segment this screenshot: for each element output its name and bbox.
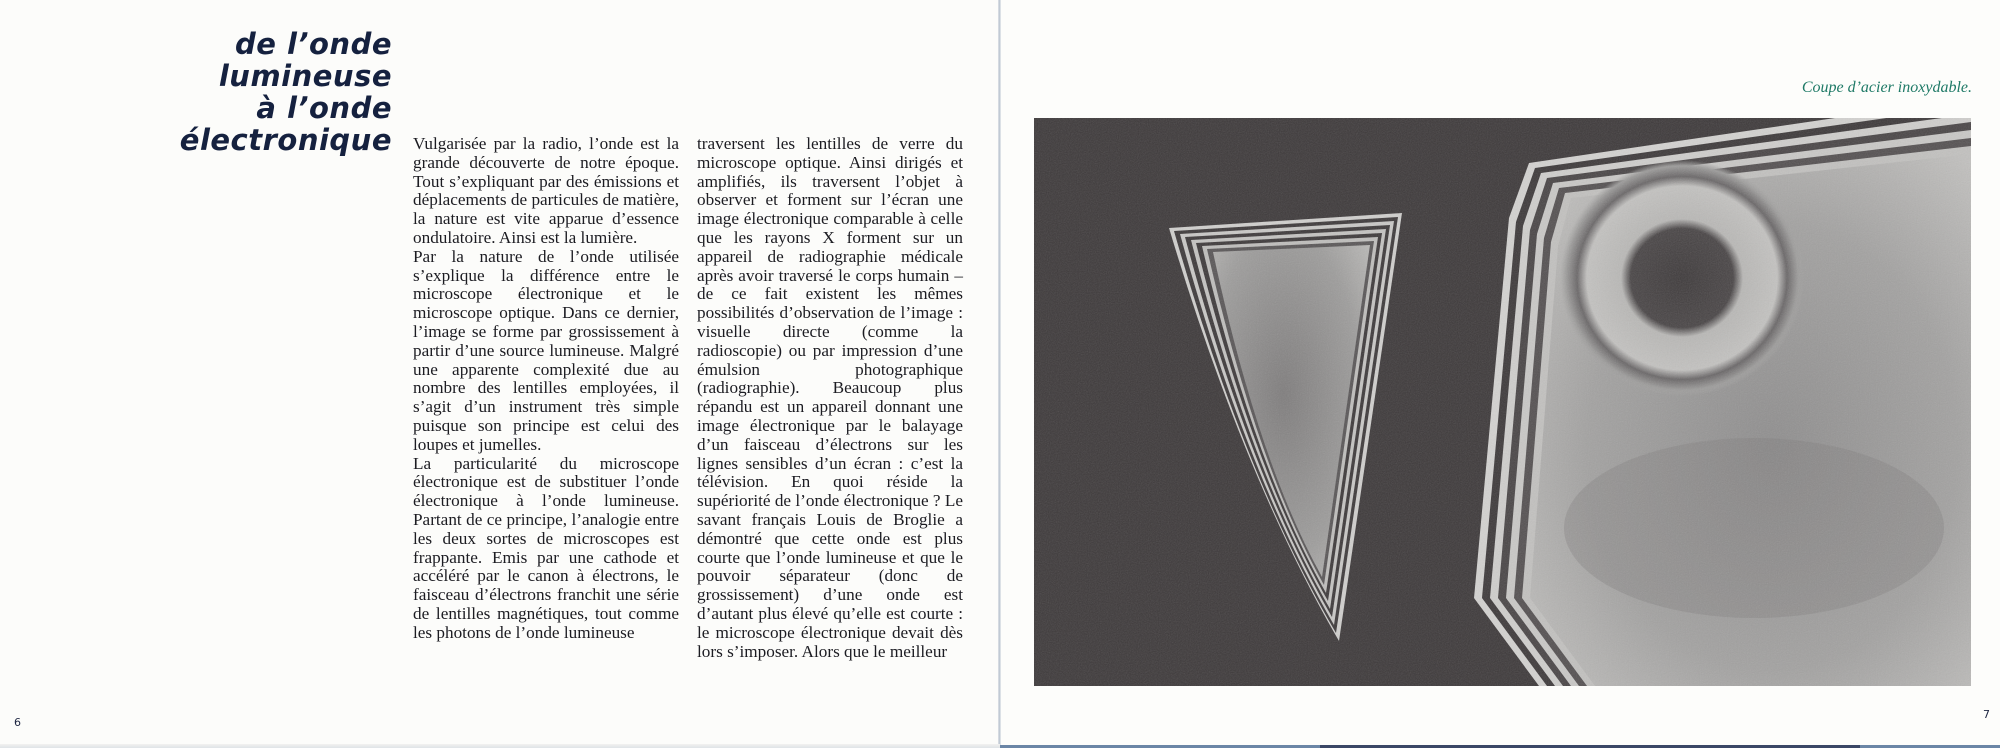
title-line: électronique: [179, 123, 392, 157]
micrograph-figure: [1034, 118, 1971, 686]
page-number-right: 7: [1983, 708, 1990, 721]
figure-caption: Coupe d’acier inoxydable.: [1801, 79, 1972, 96]
title-line: de l’onde: [235, 27, 392, 61]
text-column-2: [697, 135, 963, 661]
title-line: à l’onde: [256, 91, 392, 125]
article-title: [92, 28, 392, 156]
page-gutter: [998, 0, 1001, 748]
paragraph: Vulgarisée par la radio, l’onde est la grande découverte de notre époque. Tout s’expliquant par des émissions et déplacements de particules de matière, la nature est vite apparue d’essence ondulatoire. Ainsi est la lumière.: [413, 134, 679, 247]
paragraph: La particularité du microscope électronique est de substituer l’onde électronique à l’onde lumineuse. Partant de ce principe, l’analogie entre les deux sortes de microscopes est frappante. Emis par une cathode et accéléré par le canon à électrons, le faisceau d’électrons franchit une série de lentilles magnétiques, tout comme les photons de l’onde lumineuse: [413, 453, 679, 642]
text-column-1: [413, 135, 679, 643]
paragraph: Par la nature de l’onde utilisée s’explique la différence entre le microscope électronique et le microscope optique. Dans ce dernier, l’image se forme par grossissement à partir d’une source lumineuse. Malgré une apparente complexité due au nombre des lentilles employées, il s’agit d’un instrument très simple puisque son principe est celui des loupes et jumelles.: [413, 246, 679, 454]
film-grain: [1034, 118, 1971, 686]
title-line: lumineuse: [218, 59, 392, 93]
micrograph-image: [1034, 118, 1971, 686]
page-edge: [0, 744, 1000, 748]
page-number-left: 6: [14, 716, 21, 729]
paragraph: traversent les lentilles de verre du microscope optique. Ainsi dirigés et amplifiés, ils traversent l’objet à observer et forment sur l’écran une image électronique comparable à celle que les rayons X forment sur un appareil de radiographie médicale après avoir traversé le corps humain – de ce fait existent les mêmes possibilités d’observation de l’image : visuelle directe (comme la radioscopie) ou par impression d’une émulsion photographique (radiographie). Beaucoup plus répandu est un appareil donnant une image électronique par le balayage d’un faisceau d’électrons sur les lignes sensibles d’un écran : c’est la télévision. En quoi réside la supériorité de l’onde électronique ? Le savant français Louis de Broglie a démontré que cette onde est plus courte que l’onde lumineuse et que le pouvoir séparateur (donc de grossissement) d’une onde est d’autant plus élevé qu’elle est courte : le microscope électronique devait dès lors s’imposer. Alors que le meilleur: [697, 134, 963, 661]
